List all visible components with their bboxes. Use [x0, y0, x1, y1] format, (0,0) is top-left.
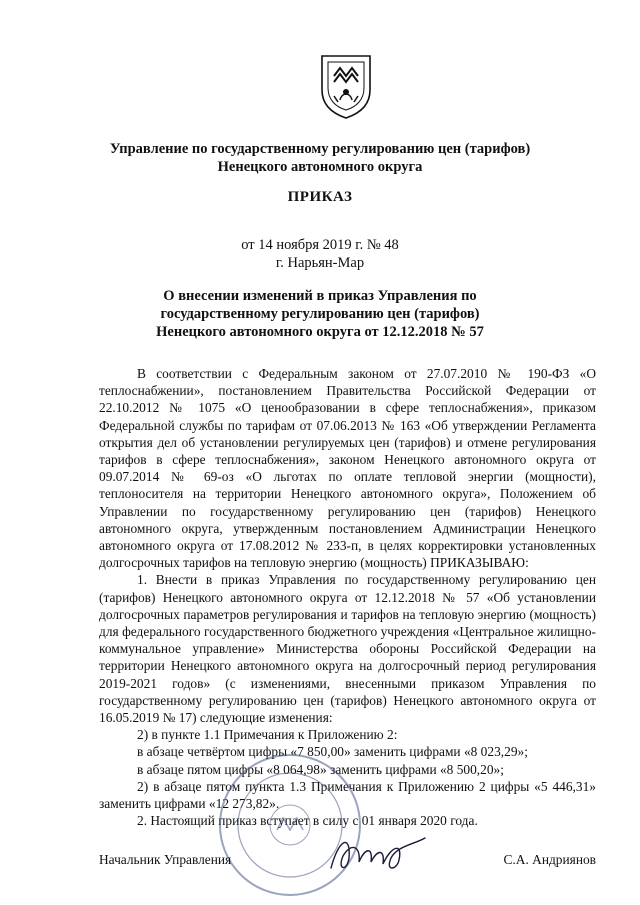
org-line-1: Управление по государственному регулированию цен (тарифов) [109, 141, 531, 157]
item-2-paragraph: 2. Настоящий приказ вступает в силу с 01 января 2020 года. [137, 813, 478, 829]
signatory-name: С.А. Андриянов [503, 852, 596, 867]
signatory-position: Начальник Управления [99, 852, 232, 867]
coat-of-arms-emblem [318, 52, 374, 120]
subitem-2c-paragraph: 2) в абзаце пятом пункта 1.3 Примечания к Приложению 2 цифры «5 446,31» заменить цифрами «12 273,82». [99, 778, 596, 812]
document-subject [60, 287, 580, 341]
subitem-2b-paragraph: в абзаце пятом цифры «8 064,98» заменить цифрами «8 500,20»; [137, 761, 504, 777]
subject-line-3: Ненецкого автономного округа от 12.12.2018 № 57 [156, 324, 484, 340]
subitem-2-paragraph: 2) в пункте 1.1 Примечания к Приложению 2: [137, 727, 398, 743]
subject-line-2: государственному регулированию цен (тарифов) [160, 306, 480, 322]
preamble-paragraph: В соответствии с Федеральным законом от 27.07.2010 № 190-ФЗ «О теплоснабжении», постановлением Правительства Российской Федерации от 22.10.2012 № 1075 «О ценообразовании в сфере теплоснабжения», приказом Федеральной службы по тарифам от 07.06.2013 № 163 «Об утверждении Регламента открытия дел об установлении регулируемых цен (тарифов) и отмене регулирования тарифов в сфере теплоснабжения», законом Ненецкого автономного округа от 09.07.2014 № 69-оз «О льготах по оплате тепловой энергии (мощности), теплоносителя на территории Ненецкого автономного округа», Положением об Управлении по государственному регулированию цен (тарифов) Ненецкого автономного округа, утвержденным постановлением Администрации Ненецкого автономного округа от 17.08.2012 № 233-п, в целях корректировки установленных долгосрочных тарифов на тепловую энергию (мощность) ПРИКАЗЫВАЮ: [99, 366, 596, 571]
subitem-2a-paragraph: в абзаце четвёртом цифры «7 850,00» заменить цифрами «8 023,29»; [137, 744, 528, 760]
item-1-paragraph: 1. Внести в приказ Управления по государственному регулированию цен (тарифов) Ненецкого автономного округа от 12.12.2018 № 57 «Об установлении долгосрочных параметров регулирования и тарифов на тепловую энергию (мощность) для федерального государственного бюджетного учреждения «Центральное жилищно-коммунальное управление» Министерства обороны Российской Федерации на территории Ненецкого автономного округа на долгосрочный период регулирования 2019-2021 годов» (с изменениями, внесенными приказом Управления по государственному регулированию цен (тарифов) Ненецкого автономного округа от 16.05.2019 № 17) следующие изменения: [99, 572, 596, 726]
organization-name [60, 140, 580, 176]
handwritten-signature [325, 828, 430, 878]
document-type: ПРИКАЗ [287, 189, 353, 205]
org-line-2: Ненецкого автономного округа [217, 159, 423, 175]
document-meta [60, 236, 580, 272]
subject-line-1: О внесении изменений в приказ Управления по [163, 288, 477, 304]
place: г. Нарьян-Мар [275, 255, 365, 271]
date-number: от 14 ноября 2019 г. № 48 [241, 237, 399, 253]
